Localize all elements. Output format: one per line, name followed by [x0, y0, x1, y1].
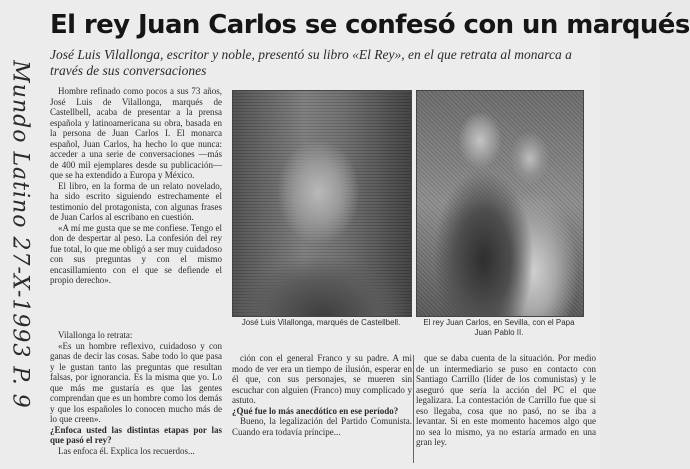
paragraph: Vilallonga lo retrata: — [58, 330, 133, 340]
handwritten-note-text: Mundo Latino 27-X-1993 P. 9 — [7, 59, 33, 409]
article-column-2 — [232, 353, 412, 465]
handwritten-note — [2, 14, 38, 454]
photo-vilallonga — [232, 90, 412, 317]
interview-question: ¿Qué fue lo más anecdótico en ese período? — [232, 405, 399, 416]
paragraph: «Es un hombre reflexivo, cuidadoso y con ganas de decir las cosas. Sabe todo lo que pasa y le gustan tanto las preguntas que resultan falsas, por ignorancia. Es la misma que yo. Lo que más me gustaría es que las gentes comprendan que es un hombre como los demás y que los españoles lo conocen mucho más de lo que creen». — [50, 340, 222, 424]
article-column-3 — [416, 353, 596, 465]
paragraph: ción con el general Franco y su padre. A mi modo de ver era un tiempo de ilusión, esperar en él que, con sus personajes, se mueren sin escuchar con alguien (Franco) muy complicado y astuto. — [232, 353, 412, 405]
photo-king-and-pope — [416, 90, 584, 317]
photo-caption-1: José Luis Vilallonga, marqués de Castellbell. — [241, 318, 401, 327]
photo-caption-2: El rey Juan Carlos, en Sevilla, con el Papa Juan Pablo II. — [423, 318, 575, 337]
interview-question: ¿Enfoca usted las distintas etapas por las que pasó el rey? — [50, 424, 222, 445]
paragraph: El libro, en la forma de un relato novelado, ha sido escrito siguiendo estrechamente el testimonio del protagonista, con algunas frases de Juan Carlos al escribano en cuestión. — [50, 180, 222, 222]
paragraph: Hombre refinado como pocos a sus 73 años, José Luis de Vilallonga, marqués de Castellbell, acaba de presentar a la prensa española y latinoamericana su obra, basada en la persona de Juan Carlos I. El monarca español, Juan Carlos, ha hecho lo que nunca: acceder a una serie de conversaciones —más de 400 mil ejemplares desde su publicación— que se ha extendido a Europa y México. — [50, 86, 222, 180]
article-column-1-continued — [50, 330, 222, 465]
paragraph: que se daba cuenta de la situación. Por medio de un intermediario se puso en contacto con Santiago Carrillo (líder de los comunistas) y le aseguró que sería la acción del PC el que legalizara. La contestación de Carrillo fue que si eso llegaba, cosa que no pasó, no se iba a levantar. Si en este momento hacemos algo que no sea lo mismo, ya no estaría armado en una gran ley. — [416, 353, 596, 447]
headline: El rey Juan Carlos se confesó con un marqués — [50, 10, 690, 40]
column-divider — [413, 355, 414, 463]
paragraph: Bueno, la legalización del Partido Comunista. Cuando era todavía príncipe... — [232, 416, 412, 437]
paragraph: Las enfoca él. Explica los recuerdos... — [58, 445, 195, 456]
subhead: José Luis Vilallonga, escritor y noble, presentó su libro «El Rey», en el que retrata al monarca a través de sus conversaciones — [50, 47, 572, 78]
article-column-1 — [50, 86, 222, 316]
paragraph: «A mí me gusta que se me confiese. Tengo el don de despertar al peso. La confesión del rey fue total, lo que me obligó a ser muy cuidadoso con sus preguntas y con el mismo encasillamiento con el que se defiende el propio derecho». — [50, 222, 222, 285]
